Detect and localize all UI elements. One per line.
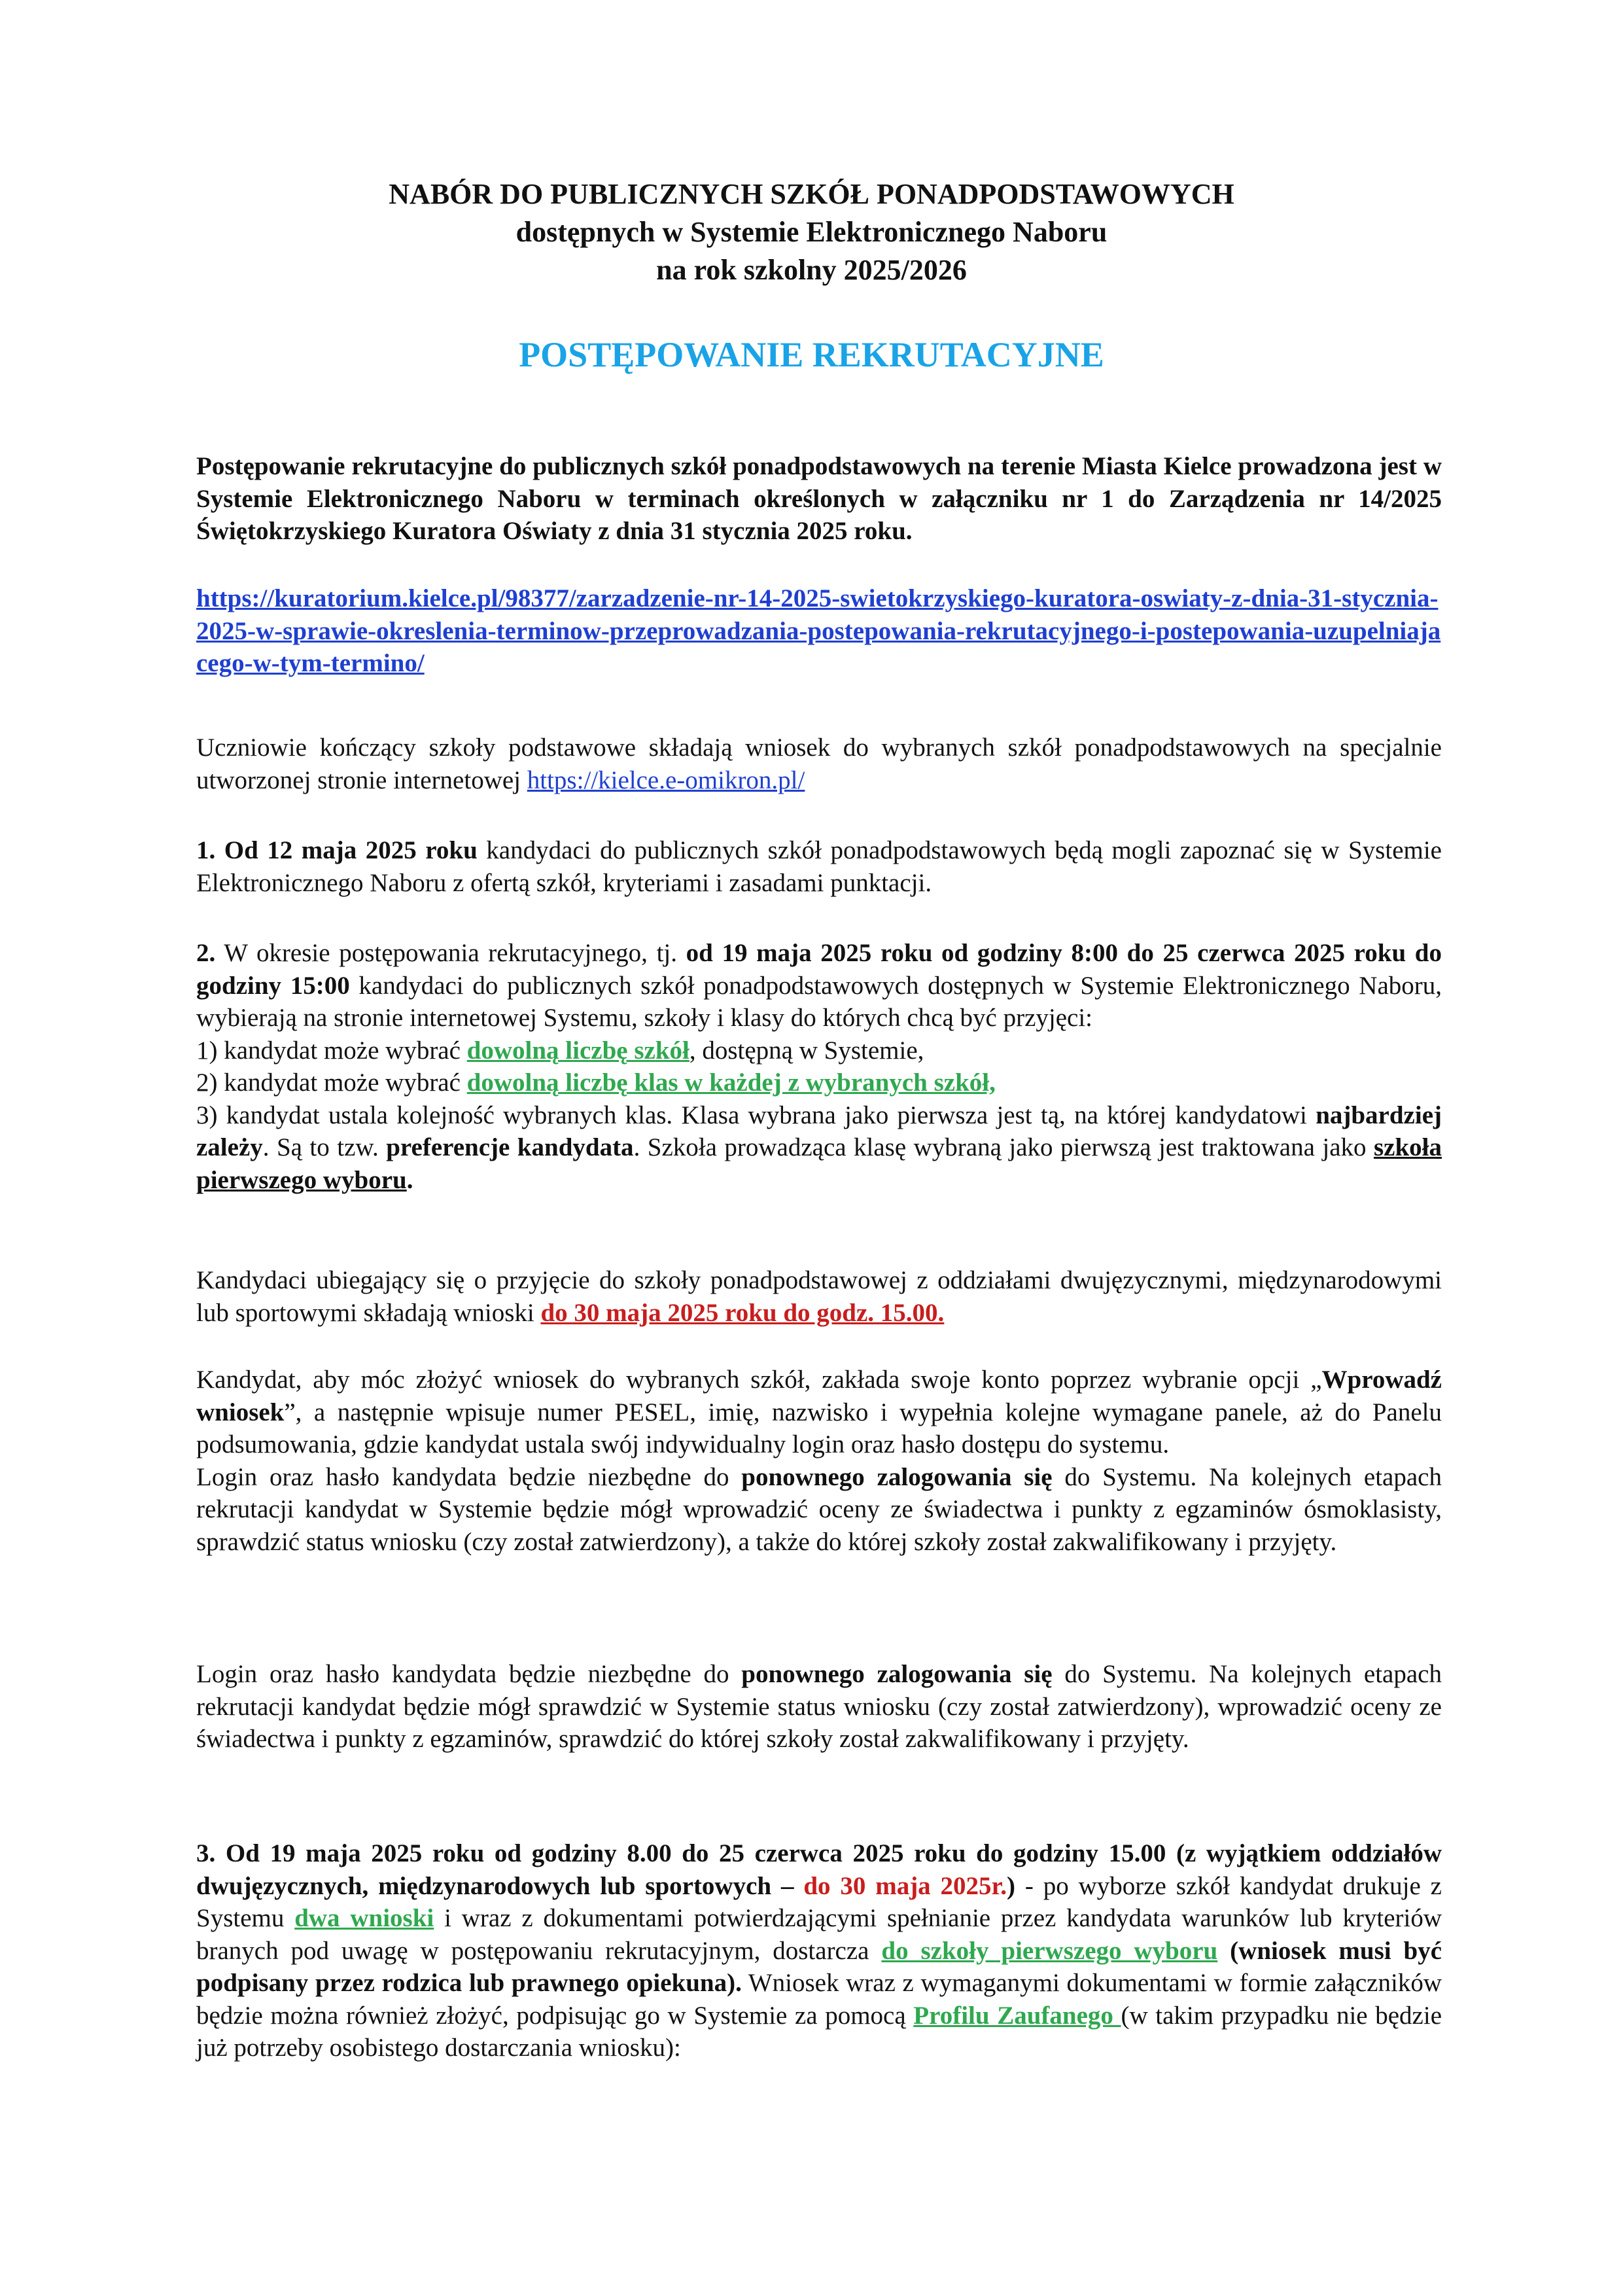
point-1-number: 1.: [196, 836, 216, 864]
point-1-date: Od 12 maja 2025 roku: [215, 836, 478, 864]
header-line-2: dostępnych w Systemie Elektronicznego Naboru: [515, 216, 1108, 248]
to-first-choice-school-text: do szkoły pierwszego wyboru: [881, 1936, 1218, 1965]
students-paragraph: [196, 732, 1442, 796]
point-2-text-a: W okresie postępowania rekrutacyjnego, tj.: [215, 939, 686, 967]
kuratorium-link-block: [196, 582, 1442, 680]
omikron-link[interactable]: https://kielce.e-omikron.pl/: [527, 766, 805, 794]
bilingual-deadline: do 30 maja 2025 roku do godz. 15.00.: [540, 1298, 945, 1327]
login-paragraph-1: Login oraz hasło kandydata będzie niezbędne do ponownego zalogowania się do Systemu. Na kolejnych etapach rekrutacji kandydat w Systemie będzie mógł wprowadzić oceny ze świadectwa i punkty z egzaminów ósmoklasisty, sprawdzić status wniosku (czy został zatwierdzony), a także do której szkoły został zakwalifikowany i przyjęty.: [196, 1462, 1442, 1556]
point-1-text: kandydaci do publicznych szkół ponadpodstawowych będą mogli zapoznać się w Systemie Elektronicznego Naboru z ofertą szkół, kryteriami i zasadami punktacji.: [196, 836, 1442, 897]
point-2-item-3: 3) kandydat ustala kolejność wybranych klas. Klasa wybrana jako pierwsza jest tą, na której kandydatowi najbardziej zależy. Są to tzw. preferencje kandydata. Szkoła prowadząca klasę wybraną jako pierwszą jest traktowana jako szkoła pierwszego wyboru.: [196, 1101, 1442, 1194]
bilingual-paragraph: Kandydaci ubiegający się o przyjęcie do szkoły ponadpodstawowej z oddziałami dwujęzycznymi, międzynarodowymi lub sportowymi składają wnioski do 30 maja 2025 roku do godz. 15.00.: [196, 1266, 1442, 1327]
point-3-paragraph: 3. Od 19 maja 2025 roku od godziny 8.00 do 25 czerwca 2025 roku do godziny 15.00 (z wyjątkiem oddziałów dwujęzycznych, międzynarodowych lub sportowych – do 30 maja 2025r.) - po wyborze szkół kandydat drukuje z Systemu dwa wnioski i wraz z dokumentami potwierdzającymi spełnianie przez kandydata warunków lub kryteriów branych pod uwagę w postępowaniu rekrutacyjnym, dostarcza do szkoły pierwszego wyboru (wniosek musi być podpisany przez rodzica lub prawnego opiekuna). Wniosek wraz z wymaganymi dokumentami w formie załączników będzie można również złożyć, podpisując go w Systemie za pomocą Profilu Zaufanego (w takim przypadku nie będzie już potrzeby osobistego dostarczania wniosku):: [196, 1839, 1442, 2062]
point-3-deadline: do 30 maja 2025r.: [803, 1871, 1007, 1900]
intro-paragraph: [196, 450, 1442, 548]
students-text: Uczniowie kończący szkoły podstawowe składają wniosek do wybranych szkół ponadpodstawowych na specjalnie utworzonej stronie internetowej: [196, 733, 1442, 794]
header-line-1: NABÓR DO PUBLICZNYCH SZKÓŁ PONADPODSTAWOWYCH: [389, 178, 1234, 210]
intro-text: Postępowanie rekrutacyjne do publicznych szkół ponadpodstawowych na terenie Miasta Kielce prowadzona jest w Systemie Elektronicznego Naboru w terminach określonych w załączniku nr 1 do Zarządzenia nr 14/2025 Świętokrzyskiego Kuratora Oświaty z dnia 31 stycznia 2025 roku.: [196, 452, 1442, 545]
point-2-number: 2.: [196, 939, 216, 967]
point-2-dates: od 19 maja 2025 roku od godziny 8:00 do 25 czerwca 2025 roku do godziny 15:00: [196, 939, 1442, 1000]
main-title: POSTĘPOWANIE REKRUTACYJNE: [519, 335, 1104, 374]
kuratorium-link[interactable]: https://kuratorium.kielce.pl/98377/zarzadzenie-nr-14-2025-swietokrzyskiego-kuratora-oswiaty-z-dnia-31-stycznia-2025-w-sprawie-okreslenia-terminow-przeprowadzania-postepowania-rekrutacyjnego-i-postepowania-uzupelniajacego-w-tym-termino/: [196, 584, 1441, 677]
any-number-of-schools-text: dowolną liczbę szkół: [466, 1036, 689, 1065]
point-1-paragraph: [196, 834, 1442, 899]
point-2-text-b: kandydaci do publicznych szkół ponadpodstawowych dostępnych w Systemie Elektronicznego Naboru, wybierają na stronie internetowej Systemu, szkoły i klasy do których chcą być przyjęci:: [196, 971, 1442, 1032]
point-2-item-2: 2) kandydat może wybrać dowolną liczbę klas w każdej z wybranych szkół,: [196, 1069, 996, 1097]
login-paragraph-2: Login oraz hasło kandydata będzie niezbędne do ponownego zalogowania się do Systemu. Na kolejnych etapach rekrutacji kandydat będzie mógł sprawdzić w Systemie status wniosku (czy został zatwierdzony), wprowadzić oceny ze świadectwa i punkty z egzaminów, sprawdzić do której szkoły został zakwalifikowany i przyjęty.: [196, 1660, 1442, 1753]
header-line-3: na rok szkolny 2025/2026: [656, 254, 967, 286]
first-choice-school-text: szkoła pierwszego wyboru: [196, 1133, 1442, 1194]
point-2-item-1: 1) kandydat może wybrać dowolną liczbę szkół, dostępną w Systemie,: [196, 1036, 924, 1065]
trusted-profile-text: Profilu Zaufanego: [913, 2001, 1121, 2030]
enter-application-option: Wprowadź wniosek: [196, 1366, 1442, 1426]
two-applications-text: dwa wnioski: [294, 1904, 434, 1932]
point-2-paragraph: [196, 937, 1442, 1196]
document-header: [0, 175, 1623, 289]
account-paragraph: Kandydat, aby móc złożyć wniosek do wybranych szkół, zakłada swoje konto poprzez wybranie opcji „Wprowadź wniosek”, a następnie wpisuje numer PESEL, imię, nazwisko i wypełnia kolejne wymagane panele, aż do Panelu podsumowania, gdzie kandydat ustala swój indywidualny login oraz hasło dostępu do systemu. Login oraz hasło kandydata będzie niezbędne do ponownego zalogowania się do Systemu. Na kolejnych etapach rekrutacji kandydat w Systemie będzie mógł wprowadzić oceny ze świadectwa i punkty z egzaminów ósmoklasisty, sprawdzić status wniosku (czy został zatwierdzony), a także do której szkoły został zakwalifikowany i przyjęty.: [196, 1364, 1442, 1558]
any-number-of-classes-text: dowolną liczbę klas w każdej z wybranych szkół,: [466, 1069, 996, 1097]
